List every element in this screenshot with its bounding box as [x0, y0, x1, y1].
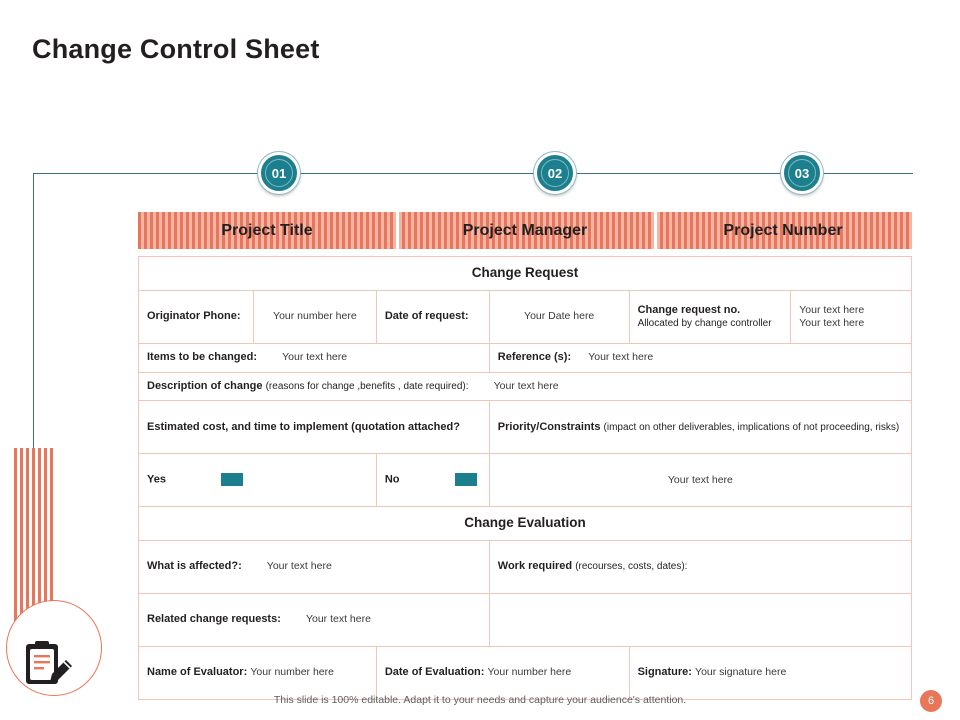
- sub-work-required: (recourses, costs, dates):: [575, 561, 688, 573]
- value-description-of-change[interactable]: Your text here: [493, 379, 559, 392]
- cell-date-of-request: [376, 290, 489, 343]
- cell-signature: [629, 647, 911, 700]
- step-badge-01-label: 01: [271, 165, 287, 181]
- cell-related-change-requests: [139, 594, 490, 647]
- label-originator-phone: Originator Phone:: [147, 310, 241, 322]
- value-date-of-evaluation[interactable]: Your number here: [487, 666, 572, 679]
- cell-yes: [139, 454, 377, 507]
- table-row-originator: [139, 290, 912, 343]
- label-work-required: Work required: [497, 560, 573, 573]
- page-number-badge: 6: [920, 690, 942, 712]
- value-change-request-no-1: Your text here: [799, 303, 865, 316]
- cell-originator-phone-value[interactable]: Your number here: [253, 290, 376, 343]
- label-no: No: [384, 473, 400, 486]
- value-reference[interactable]: Your text here: [588, 350, 654, 363]
- cell-no: [376, 454, 489, 507]
- cell-name-of-evaluator: [139, 647, 377, 700]
- connector-line-vertical: [33, 173, 34, 473]
- table-row-evaluator: [139, 647, 912, 700]
- cell-what-is-affected: [139, 541, 490, 594]
- sub-priority-constraints: (impact on other deliverables, implications of not proceeding, risks): [603, 421, 900, 433]
- table-row-cost-priority: [139, 401, 912, 454]
- table-row-related-change-requests: [139, 594, 912, 647]
- value-change-request-no-2: Your text here: [799, 316, 865, 329]
- table-row-what-is-affected: [139, 541, 912, 594]
- label-what-is-affected: What is affected?:: [147, 560, 242, 573]
- label-related-change-requests: Related change requests:: [147, 613, 281, 626]
- change-control-table: [138, 256, 912, 700]
- sub-change-request-no: Allocated by change controller: [637, 317, 772, 329]
- table-header-bar: [138, 212, 912, 249]
- checkbox-no[interactable]: [455, 473, 477, 486]
- sub-description-of-change: (reasons for change ,benefits , date required):: [265, 380, 469, 392]
- cell-change-request-no-value[interactable]: [791, 290, 912, 343]
- label-yes: Yes: [147, 473, 166, 486]
- cell-originator-phone: [139, 290, 254, 343]
- label-description-of-change: Description of change: [147, 379, 263, 392]
- table-row-description: [139, 372, 912, 401]
- header-cell-project-manager: Project Manager: [396, 212, 654, 249]
- step-badge-02[interactable]: [534, 152, 576, 194]
- cell-work-required: [489, 541, 911, 594]
- label-signature: Signature:: [637, 666, 692, 679]
- clipboard-pencil-icon: [20, 640, 76, 688]
- value-related-change-requests[interactable]: Your text here: [305, 613, 371, 626]
- label-change-request-no: Change request no.: [637, 303, 741, 316]
- label-name-of-evaluator: Name of Evaluator:: [147, 666, 248, 679]
- cell-items-to-be-changed: [139, 343, 490, 372]
- checkbox-yes[interactable]: [221, 473, 243, 486]
- table-row-yes-no: [139, 454, 912, 507]
- step-badge-02-label: 02: [547, 165, 563, 181]
- value-items-to-be-changed[interactable]: Your text here: [282, 350, 348, 363]
- cell-priority-constraints: [489, 401, 911, 454]
- cell-date-of-request-value[interactable]: Your Date here: [489, 290, 629, 343]
- section-row-change-request: [139, 257, 912, 291]
- footer-note: This slide is 100% editable. Adapt it to your needs and capture your audience's attention.: [273, 694, 687, 706]
- cell-description-of-change: [139, 372, 912, 401]
- cell-estimated-cost: [139, 401, 490, 454]
- header-cell-project-number: Project Number: [654, 212, 912, 249]
- value-signature[interactable]: Your signature here: [695, 666, 787, 679]
- cell-date-of-evaluation: [376, 647, 629, 700]
- label-items-to-be-changed: Items to be changed:: [147, 350, 258, 363]
- label-date-of-request: Date of request:: [384, 310, 469, 322]
- label-priority-constraints: Priority/Constraints: [497, 420, 601, 433]
- section-title-change-request: Change Request: [139, 257, 912, 291]
- step-badge-03[interactable]: [781, 152, 823, 194]
- cell-work-required-value[interactable]: [489, 594, 911, 647]
- step-badge-03-label: 03: [794, 165, 810, 181]
- header-cell-project-title: Project Title: [221, 221, 313, 239]
- section-title-change-evaluation: Change Evaluation: [139, 507, 912, 541]
- value-what-is-affected[interactable]: Your text here: [266, 560, 332, 573]
- label-date-of-evaluation: Date of Evaluation:: [384, 666, 485, 679]
- cell-priority-value[interactable]: Your text here: [489, 454, 911, 507]
- section-row-change-evaluation: [139, 507, 912, 541]
- label-reference: Reference (s):: [497, 350, 572, 363]
- value-name-of-evaluator[interactable]: Your number here: [250, 666, 334, 679]
- label-estimated-cost: Estimated cost, and time to implement (quotation attached?: [147, 420, 460, 433]
- page-title: Change Control Sheet: [32, 34, 320, 64]
- cell-reference: [489, 343, 911, 372]
- cell-change-request-no: [629, 290, 791, 343]
- step-badge-01[interactable]: [258, 152, 300, 194]
- table-row-items-to-be-changed: [139, 343, 912, 372]
